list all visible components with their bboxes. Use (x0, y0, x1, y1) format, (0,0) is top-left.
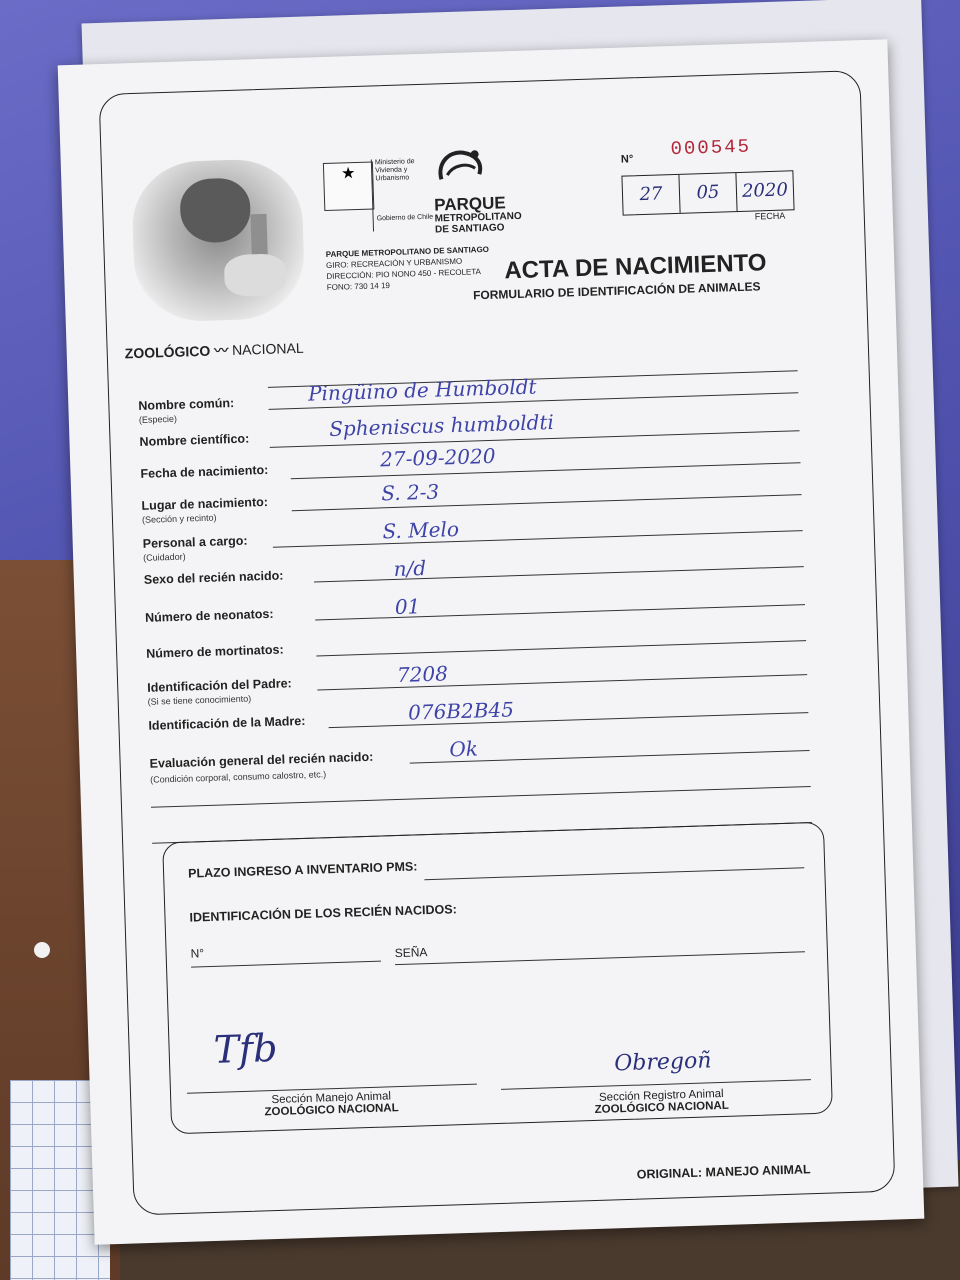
zoologico-logo: ZOOLÓGICO 〰 NACIONAL (124, 339, 304, 362)
plazo-line[interactable] (424, 867, 804, 880)
n-line[interactable] (191, 961, 381, 968)
value-fecha-nacimiento[interactable]: 27-09-2020 (379, 443, 496, 472)
field-evaluacion: Evaluación general del recién nacido: (Condición corporal, consumo calostro, etc.) Ok (149, 732, 819, 753)
value-personal[interactable]: S. Melo (382, 516, 460, 544)
gobierno-chile-seal-icon: ★ (323, 161, 374, 211)
animals-logo-image (131, 158, 306, 323)
field-mortinatos: Número de mortinatos: (146, 622, 816, 643)
original-label: ORIGINAL: MANEJO ANIMAL (636, 1162, 811, 1182)
value-nombre-cientifico[interactable]: Spheniscus humboldti (328, 409, 555, 441)
form-title: ACTA DE NACIMIENTO (503, 249, 767, 285)
parque-subtitle: METROPOLITANO DE SANTIAGO (434, 210, 522, 236)
date-day[interactable]: 27 (622, 175, 680, 215)
value-lugar-nacimiento[interactable]: S. 2-3 (380, 479, 440, 506)
field-neonatos: Número de neonatos: 01 (145, 586, 815, 607)
inventario-box (162, 822, 833, 1135)
folio-label: N° (620, 153, 634, 166)
value-evaluacion[interactable]: Ok (448, 736, 479, 762)
n-label: N° (190, 946, 205, 961)
birth-certificate-form (58, 39, 925, 1244)
sena-label: SEÑA (394, 945, 428, 961)
signature-right: Obregoñ (613, 1048, 712, 1077)
fecha-label: FECHA (754, 210, 786, 222)
gov-ministry-text: Ministerio de Vivienda y Urbanismo Gobierno de Chile (371, 158, 437, 232)
field-personal: Personal a cargo: (Cuidador) S. Melo (142, 512, 812, 533)
value-nombre-comun[interactable]: Pingüino de Humboldt (307, 374, 537, 406)
zoo-logo-icon: 〰 (213, 342, 229, 359)
value-madre[interactable]: 076B2B45 (407, 697, 515, 725)
date-box (621, 170, 794, 215)
value-padre[interactable]: 7208 (396, 661, 449, 687)
parque-title: PARQUE (433, 193, 506, 215)
value-sexo[interactable]: n/d (393, 556, 427, 582)
field-nombre-comun: Nombre común: (Especie) Pingüino de Humboldt (138, 362, 808, 383)
ident-label: IDENTIFICACIÓN DE LOS RECIÉN NACIDOS: (189, 902, 457, 925)
sena-line[interactable] (395, 951, 805, 965)
plazo-label: PLAZO INGRESO A INVENTARIO PMS: (187, 859, 418, 881)
sig-right-caption: Sección Registro Animal ZOOLÓGICO NACIONAL (594, 1087, 729, 1116)
field-fecha-nacimiento: Fecha de nacimiento: 27-09-2020 (140, 442, 810, 463)
parque-info: PARQUE METROPOLITANO DE SANTIAGO GIRO: RECREACIÓN Y URBANISMO DIRECCIÓN: PIO NONO 450 - RECOLETA FONO: 730 14 19 (325, 244, 490, 292)
value-neonatos[interactable]: 01 (394, 594, 421, 619)
date-month[interactable]: 05 (679, 173, 737, 213)
field-lugar-nacimiento: Lugar de nacimiento: (Sección y recinto) S. 2-3 (141, 474, 811, 495)
binder-hole (34, 942, 50, 958)
folio-number: 000545 (670, 135, 752, 161)
date-year[interactable]: 2020 (741, 179, 789, 202)
signature-left: Tfb (212, 1025, 279, 1072)
field-padre: Identificación del Padre: (Si se tiene conocimiento) 7208 (147, 656, 817, 677)
sig-left-caption: Sección Manejo Animal ZOOLÓGICO NACIONAL (264, 1090, 399, 1119)
parque-logo-icon (430, 144, 491, 194)
field-nombre-cientifico: Nombre científico: Spheniscus humboldti (139, 410, 809, 431)
form-subtitle: FORMULARIO DE IDENTIFICACIÓN DE ANIMALES (472, 279, 761, 303)
field-sexo: Sexo del recién nacido: n/d (144, 548, 814, 569)
field-madre: Identificación de la Madre: 076B2B45 (148, 694, 818, 715)
